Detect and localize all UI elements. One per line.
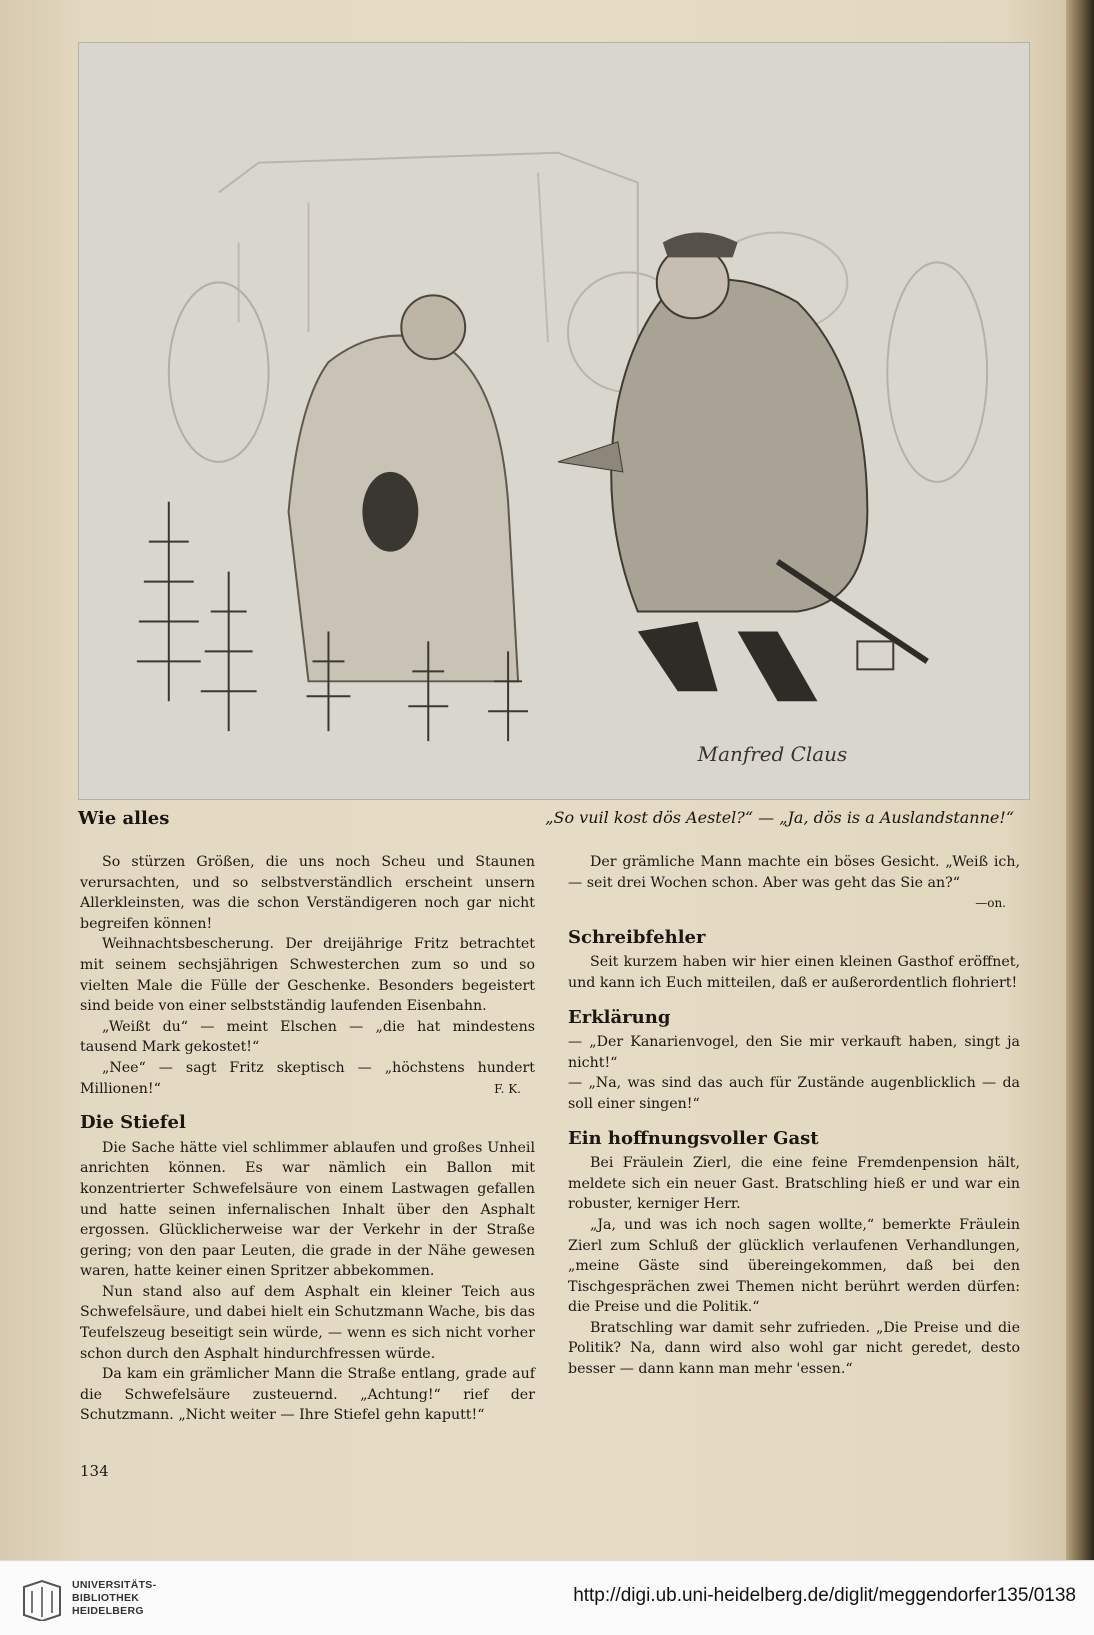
intro-paragraph: Weihnachtsbescherung. Der dreijährige Fritz betrachtet mit seinem sechsjährigen Schwesterchen zum so und so vielten Male die Fülle der Geschenke. Besonders begeistert sind beide von einer selbstständig laufenden Eisenbahn. xyxy=(80,936,535,1015)
cartoon-illustration xyxy=(78,42,1030,800)
erklaerung-line: — „Na, was sind das auch für Zustände augenblicklich — da soll einer singen!“ xyxy=(568,1075,1020,1112)
erklaerung-line: — „Der Kanarienvogel, den Sie mir verkauft haben, singt ja nicht!“ xyxy=(568,1034,1020,1071)
intro-signature: F. K. xyxy=(494,1081,521,1096)
heading-erklaerung: Erklärung xyxy=(568,1006,671,1028)
gast-paragraph: „Ja, und was ich noch sagen wollte,“ bemerkte Fräulein Zierl zum Schluß der glücklich verlaufenen Verhandlungen, „meine Gäste sind übereingekommen, daß bei den Tischgesprächen zwei Themen nicht berührt werden dürfen: die Preise und die Politik.“ xyxy=(568,1216,1020,1316)
book-spine-shadow xyxy=(1066,0,1094,1560)
page-number: 134 xyxy=(80,1462,109,1480)
stiefel-paragraph: Da kam ein grämlicher Mann die Straße entlang, grade auf die Schwefelsäure zusteuernd. „Achtung!“ rief der Schutzmann. „Nicht weiter — Ihre Stiefel gehn kaputt!“ xyxy=(80,1366,535,1424)
intro-paragraph: So stürzen Größen, die uns noch Scheu und Staunen verursachten, und so selbstverständlich erscheint unsern Allerkleinsten, was die schon Verständigeren noch gar nicht begreifen können! xyxy=(80,854,535,932)
stiefel-paragraph: Die Sache hätte viel schlimmer ablaufen und großes Unheil anrichten können. Es war nämlich ein Ballon mit konzentrierter Schwefelsäure von einem Lastwagen gefallen und hatte seinen infernalischen Inhalt über den Asphalt ergossen. Glücklicherweise war der Verkehr in der Straße gering; von den paar Leuten, die grade in der Nähe gewesen waren, hatte keiner einen Spritzer abbekommen. xyxy=(80,1139,535,1280)
library-name-line: HEIDELBERG xyxy=(72,1605,144,1617)
stiefel-continuation: Der grämliche Mann machte ein böses Gesicht. „Weiß ich, — seit drei Wochen schon. Aber was geht das Sie an?“ xyxy=(568,854,1020,891)
heading-hoffnungsvoller-gast: Ein hoffnungsvoller Gast xyxy=(568,1127,819,1149)
left-column xyxy=(80,852,535,1426)
library-name-line: BIBLIOTHEK xyxy=(72,1592,140,1604)
intro-paragraph xyxy=(80,1058,535,1099)
library-logo-icon xyxy=(20,1577,64,1621)
artist-signature: Manfred Claus xyxy=(697,742,848,767)
stiefel-signature: —on. xyxy=(975,896,1006,911)
caption-dialog: „So vuil kost dös Aestel?“ — „Ja, dös is a Auslandstanne!“ xyxy=(545,808,1014,827)
intro-paragraph-text: „Nee“ — sagt Fritz skeptisch — „höchstens hundert Millionen!“ xyxy=(80,1059,535,1097)
gast-paragraph: Bratschling war damit sehr zufrieden. „Die Preise und die Politik? Na, dann wird also wohl gar nicht geredet, desto besser — dann kann man mehr 'essen.“ xyxy=(568,1319,1020,1378)
viewer-footer xyxy=(0,1560,1094,1635)
schreibfehler-text: Seit kurzem haben wir hier einen kleinen Gasthof eröffnet, und kann ich Euch mitteilen, daß er außerordentlich flohriert! xyxy=(568,954,1020,991)
document-url-link[interactable]: http://digi.ub.uni-heidelberg.de/diglit/meggendorfer135/0138 xyxy=(573,1585,1076,1606)
library-name-line: UNIVERSITÄTS- xyxy=(72,1579,157,1591)
right-column xyxy=(568,852,1020,1380)
heading-schreibfehler: Schreibfehler xyxy=(568,926,706,948)
caption-title: Wie alles xyxy=(78,808,170,829)
heading-die-stiefel: Die Stiefel xyxy=(80,1112,186,1134)
intro-paragraph: „Weißt du“ — meint Elschen — „die hat mindestens tausend Mark gekostet!“ xyxy=(80,1018,535,1056)
gast-paragraph: Bei Fräulein Zierl, die eine feine Fremdenpension hält, meldete sich ein neuer Gast. Bratschling hieß er und war ein robuster, kerniger Herr. xyxy=(568,1155,1020,1213)
stiefel-paragraph: Nun stand also auf dem Asphalt ein kleiner Teich aus Schwefelsäure, und dabei hielt ein Schutzmann Wache, bis das Teufelszeug beseitigt sein würde, — wenn es sich nicht vorher schon durch den Asphalt hindurchfressen würde. xyxy=(80,1283,535,1362)
library-name xyxy=(72,1579,156,1618)
